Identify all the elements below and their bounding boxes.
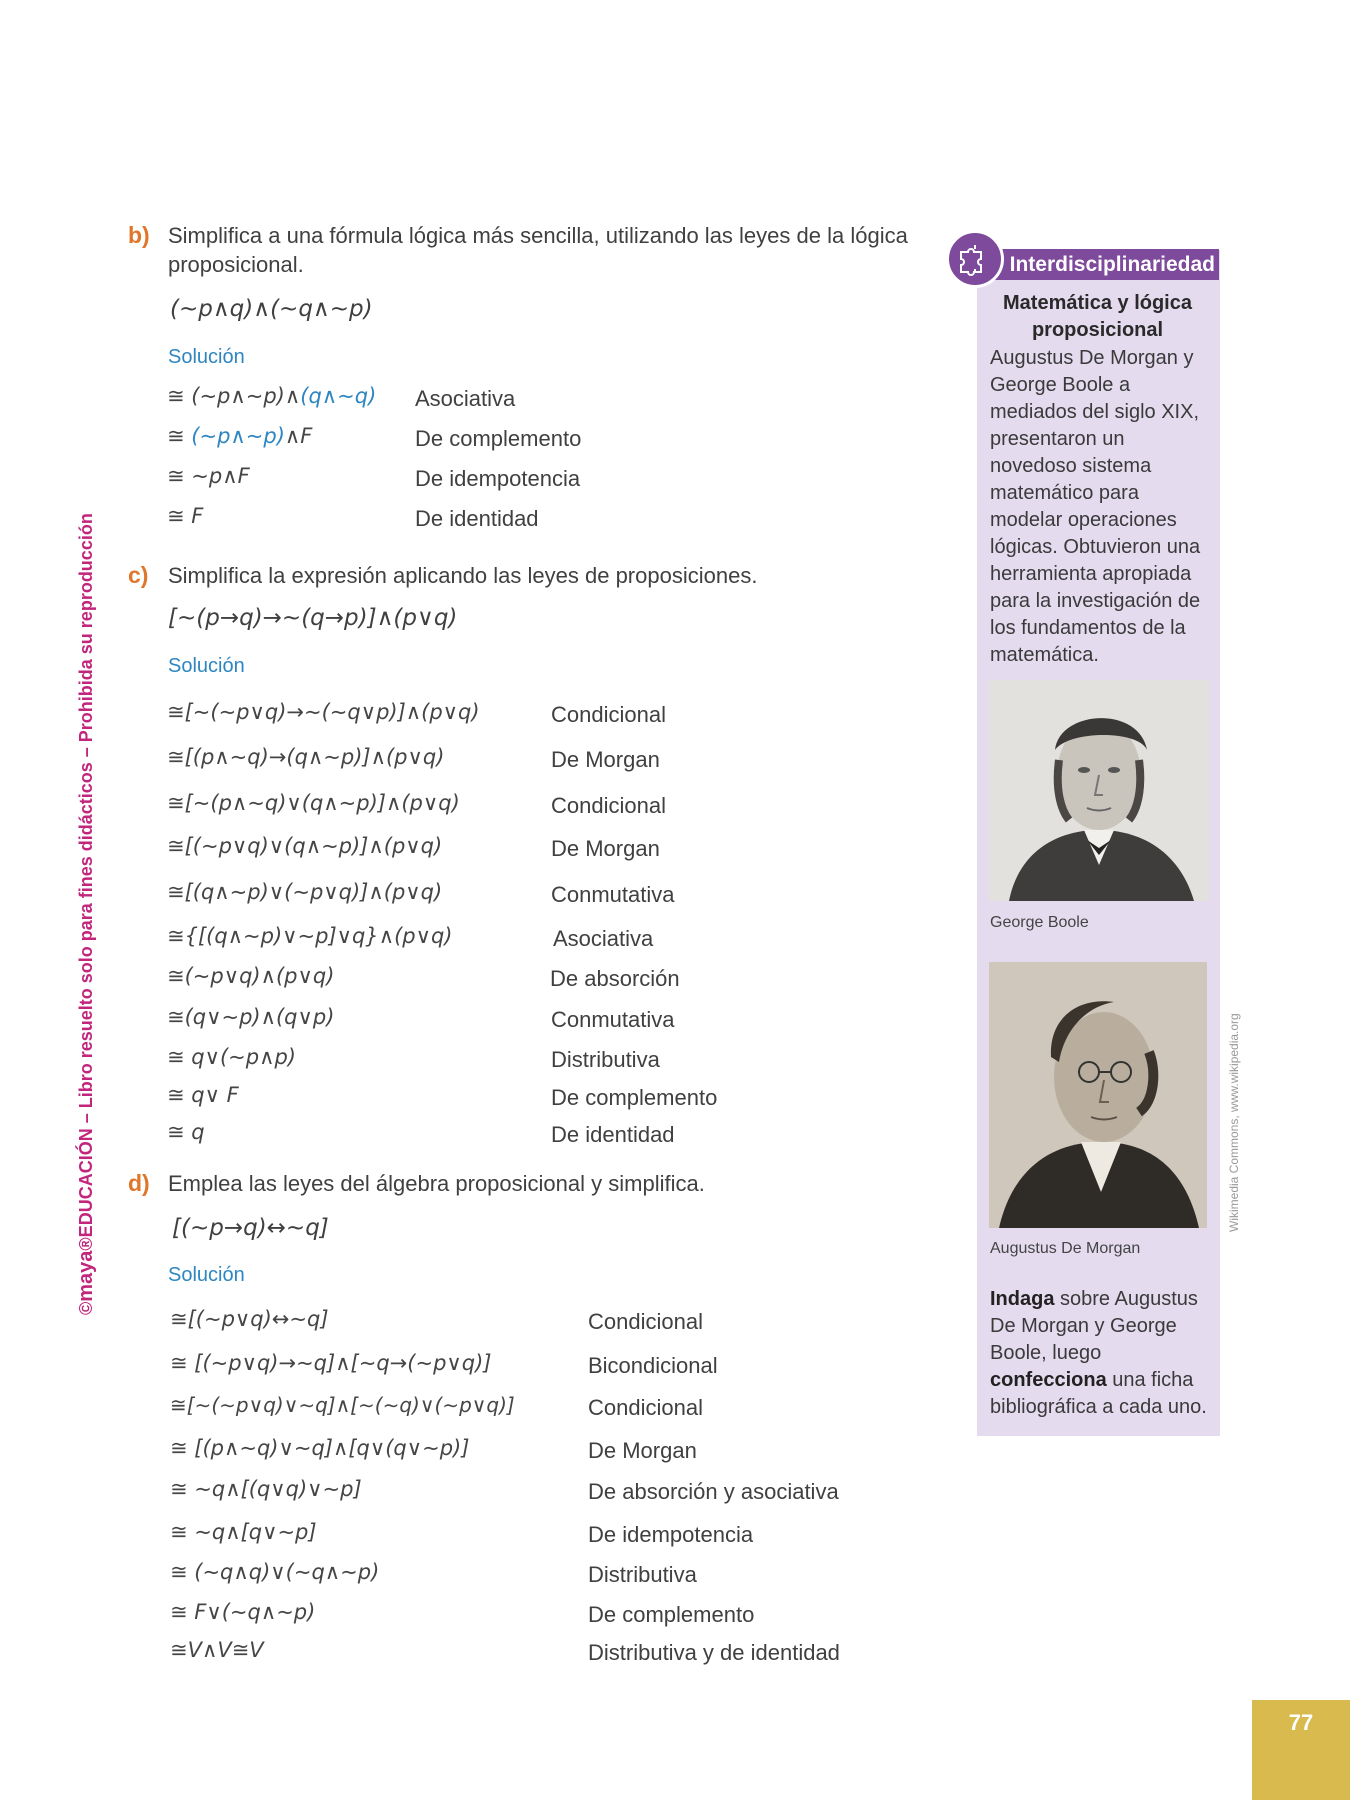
step-law: De idempotencia: [588, 1522, 754, 1547]
step-expression: ≅ (∼p∧∼p)∧(q∧∼q): [167, 384, 377, 408]
step-expression: ≅ F∨(∼q∧∼p): [170, 1600, 316, 1624]
step-law: Distributiva: [588, 1562, 697, 1587]
step-row: [170, 1307, 870, 1341]
sidebar-tab: Interdisciplinariedad: [978, 249, 1219, 280]
step-law: De identidad: [415, 506, 539, 531]
step-expression: ≅ q: [167, 1120, 205, 1144]
page-number: 77: [1252, 1700, 1350, 1800]
section-d-formula: [(∼p→q)↔∼q]: [172, 1215, 329, 1241]
step-law: Conmutativa: [551, 882, 675, 907]
step-row: [170, 1351, 870, 1385]
step-expression: ≅[∼(∼p∨q)∨∼q]∧[∼(∼q)∨(∼p∨q)]: [170, 1393, 515, 1417]
sidebar-title: Matemática y lógica proposicional: [1003, 292, 1192, 341]
section-d-letter: d): [128, 1170, 150, 1196]
step-law: Condicional: [551, 793, 666, 818]
george-boole-photo: [989, 680, 1209, 901]
step-expression: ≅V∧V≅V: [170, 1638, 264, 1662]
step-expression: ≅[(q∧∼p)∨(∼p∨q)]∧(p∨q): [167, 880, 443, 904]
step-row: [167, 504, 667, 538]
step-law: De Morgan: [551, 747, 660, 772]
step-law: De complemento: [415, 426, 582, 451]
step-law: Conmutativa: [551, 1007, 675, 1032]
photo-caption-boole: George Boole: [990, 914, 1089, 931]
step-law: De identidad: [551, 1122, 675, 1147]
step-expression: ≅[(p∧∼q)→(q∧∼p)]∧(p∨q): [167, 745, 445, 769]
step-row: [167, 464, 667, 498]
section-d-solution-label: Solución: [168, 1264, 245, 1286]
puzzle-icon: [946, 230, 1004, 288]
step-row: [170, 1520, 870, 1554]
step-expression: ≅[∼(∼p∨q)→∼(∼q∨p)]∧(p∨q): [167, 700, 480, 724]
augustus-de-morgan-photo: [989, 962, 1207, 1228]
step-law: Bicondicional: [588, 1353, 718, 1378]
step-law: Condicional: [551, 702, 666, 727]
step-expression: ≅ ∼q∧[(q∨q)∨∼p]: [170, 1477, 362, 1501]
step-expression: ≅ q∨ F: [167, 1083, 239, 1107]
step-law: De complemento: [551, 1085, 718, 1110]
step-row: [170, 1560, 870, 1594]
step-law: De Morgan: [551, 836, 660, 861]
step-row: [170, 1638, 870, 1672]
photo-caption-de-morgan: Augustus De Morgan: [990, 1240, 1141, 1257]
step-expression: ≅ [(p∧∼q)∨∼q]∧[q∨(q∨∼p)]: [170, 1436, 470, 1460]
step-law: De absorción y asociativa: [588, 1479, 839, 1504]
section-b-letter: b): [128, 222, 150, 248]
step-row: [170, 1477, 870, 1511]
step-row: [167, 1045, 787, 1079]
step-law: Distributiva y de identidad: [588, 1640, 840, 1665]
step-law: Distributiva: [551, 1047, 660, 1072]
step-row: [167, 791, 787, 825]
section-c-prompt: Simplifica la expresión aplicando las leyes de proposiciones.: [168, 563, 758, 588]
step-row: [170, 1393, 870, 1427]
step-law: De idempotencia: [415, 466, 581, 491]
step-expression: ≅ F: [167, 504, 204, 528]
step-law: Condicional: [588, 1309, 703, 1334]
sidebar-task: Indaga sobre Augustus De Morgan y George Boole, luego confecciona una ficha bibliográfica a cada uno.: [990, 1288, 1207, 1418]
step-row: [167, 880, 787, 914]
step-expression: ≅ ∼q∧[q∨∼p]: [170, 1520, 317, 1544]
step-expression: ≅ ∼p∧F: [167, 464, 250, 488]
step-expression: ≅ q∨(∼p∧p): [167, 1045, 296, 1069]
step-expression: ≅[(∼p∨q)↔∼q]: [170, 1307, 329, 1331]
step-row: [167, 1120, 787, 1154]
image-credit: Wikimedia Commons, www.wikipedia.org: [1227, 1013, 1241, 1232]
step-expression: ≅ (∼q∧q)∨(∼q∧∼p): [170, 1560, 380, 1584]
step-law: De complemento: [588, 1602, 755, 1627]
section-c-letter: c): [128, 562, 149, 588]
step-row: [170, 1436, 870, 1470]
step-law: Condicional: [588, 1395, 703, 1420]
step-row: [167, 700, 787, 734]
step-expression: ≅ (∼p∧∼p)∧F: [167, 424, 313, 448]
step-law: Asociativa: [553, 926, 654, 951]
step-row: [167, 834, 787, 868]
step-row: [167, 964, 787, 998]
step-expression: ≅[(∼p∨q)∨(q∧∼p)]∧(p∨q): [167, 834, 443, 858]
step-row: [167, 924, 787, 958]
sidebar-body: Augustus De Morgan y George Boole a mediados del siglo XIX, presentaron un novedoso sistema matemático para modelar operaciones lógicas. Obtuvieron una herramienta apropiada para la investigación de los fundamentos de la matemática.: [990, 347, 1201, 666]
step-expression: ≅(∼p∨q)∧(p∨q): [167, 964, 335, 988]
section-c-formula: [∼(p→q)→∼(q→p)]∧(p∨q): [168, 605, 458, 631]
step-expression: ≅{[(q∧∼p)∨∼p]∨q}∧(p∨q): [167, 924, 453, 948]
step-row: [167, 1005, 787, 1039]
step-law: De Morgan: [588, 1438, 697, 1463]
step-row: [170, 1600, 870, 1634]
step-row: [167, 424, 667, 458]
step-law: De absorción: [550, 966, 680, 991]
step-expression: ≅[∼(p∧∼q)∨(q∧∼p)]∧(p∨q): [167, 791, 460, 815]
step-expression: ≅ [(∼p∨q)→∼q]∧[∼q→(∼p∨q)]: [170, 1351, 492, 1375]
step-expression: ≅(q∨∼p)∧(q∨p): [167, 1005, 335, 1029]
copyright-vertical-text: ©maya®EDUCACIÓN – Libro resuelto solo para fines didácticos – Prohibida su reproducción: [75, 513, 97, 1315]
section-b-solution-label: Solución: [168, 346, 245, 368]
section-d-prompt: Emplea las leyes del álgebra proposicional y simplifica.: [168, 1171, 705, 1196]
step-row: [167, 745, 787, 779]
section-b-prompt: Simplifica a una fórmula lógica más sencilla, utilizando las leyes de la lógica proposicional.: [168, 223, 908, 277]
step-law: Asociativa: [415, 386, 516, 411]
step-row: [167, 384, 667, 418]
section-c-solution-label: Solución: [168, 655, 245, 677]
section-b-formula: (∼p∧q)∧(∼q∧∼p): [170, 296, 373, 322]
step-row: [167, 1083, 787, 1117]
